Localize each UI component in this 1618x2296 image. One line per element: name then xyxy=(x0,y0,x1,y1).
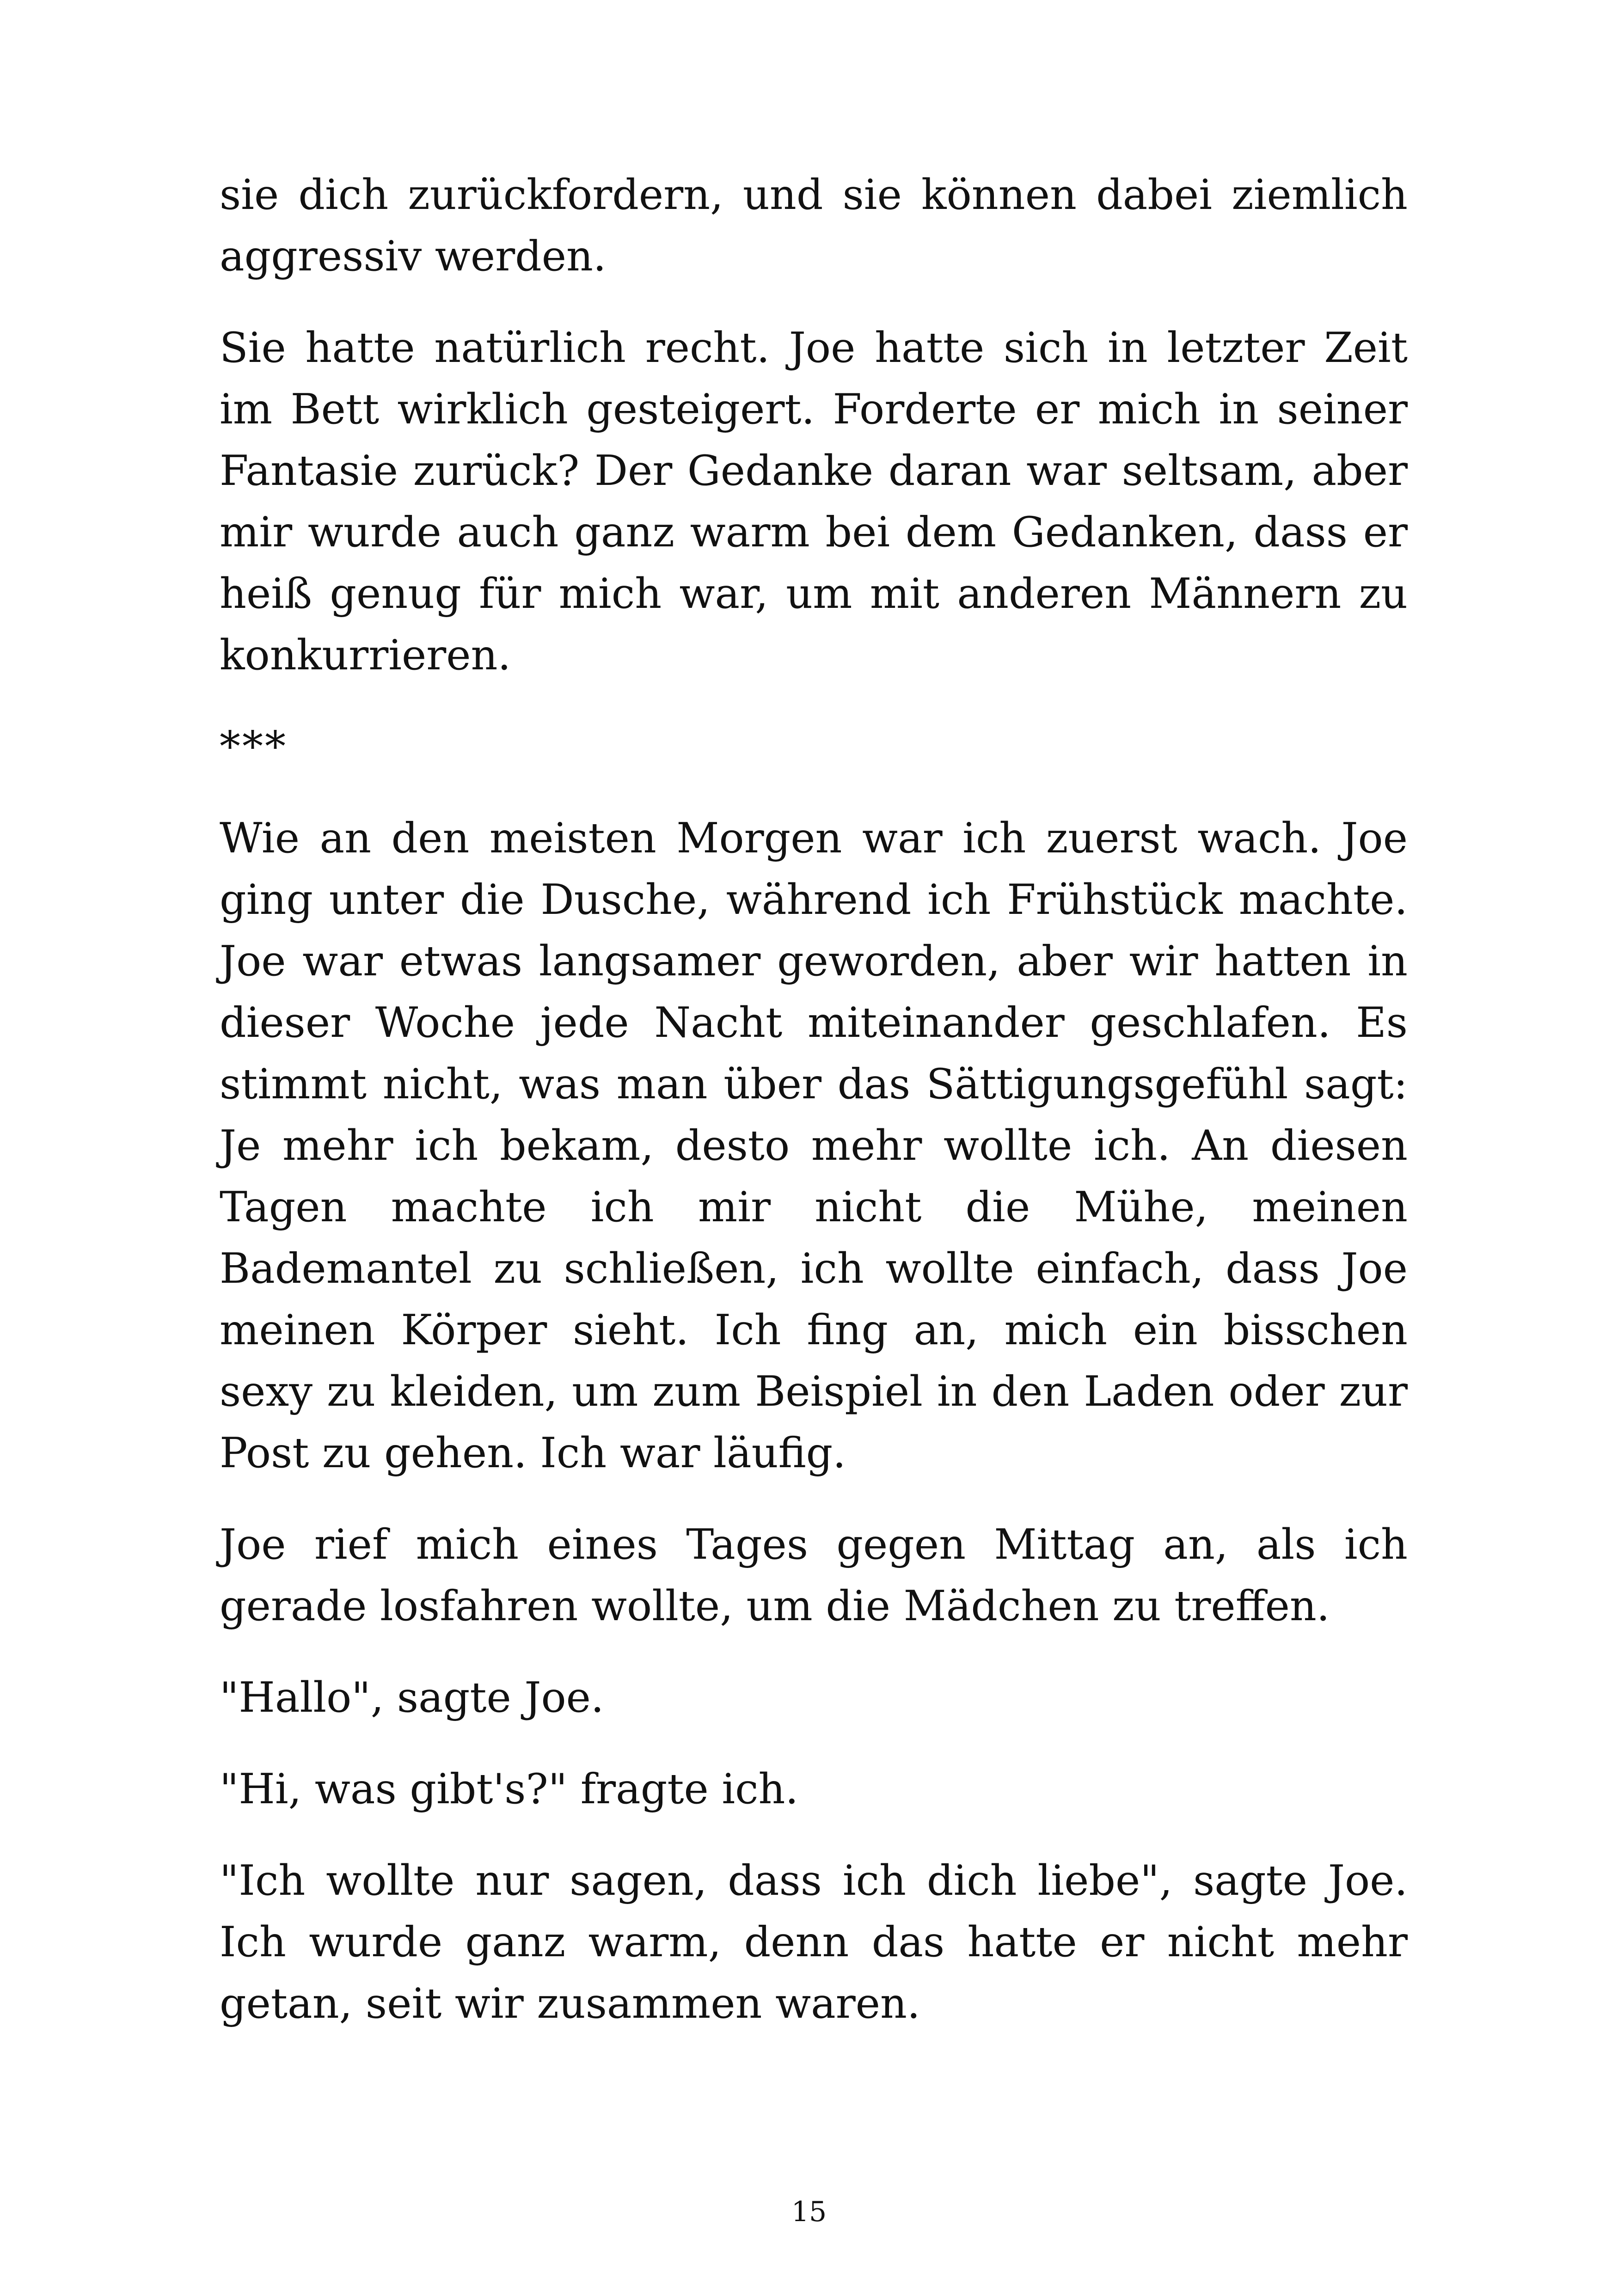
paragraph-7: "Ich wollte nur sagen, dass ich dich liebe", sagte Joe. Ich wurde ganz warm, denn das hatte er nicht mehr getan, seit wir zusammen waren. xyxy=(220,1856,1408,2028)
paragraph-1: sie dich zurückfordern, und sie können dabei ziemlich aggressiv werden. xyxy=(220,171,1408,281)
paragraph-6: "Hi, was gibt's?" fragte ich. xyxy=(220,1765,799,1813)
body-text xyxy=(220,164,1408,2064)
paragraph-4: Joe rief mich eines Tages gegen Mittag an, als ich gerade losfahren wollte, um die Mädchen zu treffen. xyxy=(220,1520,1408,1630)
paragraph-2: Sie hatte natürlich recht. Joe hatte sich in letzter Zeit im Bett wirklich gesteigert. Forderte er mich in seiner Fantasie zurück? Der Gedanke daran war seltsam, aber mir wurde auch ganz warm bei dem Gedanken, dass er heiß genug für mich war, um mit anderen Männern zu konkurrieren. xyxy=(220,324,1408,680)
page-number: 15 xyxy=(791,2196,827,2228)
paragraph-5: "Hallo", sagte Joe. xyxy=(220,1673,604,1722)
paragraph-3: Wie an den meisten Morgen war ich zuerst wach. Joe ging unter die Dusche, während ich Frühstück machte. Joe war etwas langsamer geworden, aber wir hatten in dieser Woche jede Nacht miteinander geschlafen. Es stimmt nicht, was man über das Sättigungsgefühl sagt: Je mehr ich bekam, desto mehr wollte ich. An diesen Tagen machte ich mir nicht die Mühe, meinen Bademantel zu schließen, ich wollte einfach, dass Joe meinen Körper sieht. Ich fing an, mich ein bisschen sexy zu kleiden, um zum Beispiel in den Laden oder zur Post zu gehen. Ich war läufig. xyxy=(220,814,1408,1477)
scene-separator: *** xyxy=(220,722,288,771)
